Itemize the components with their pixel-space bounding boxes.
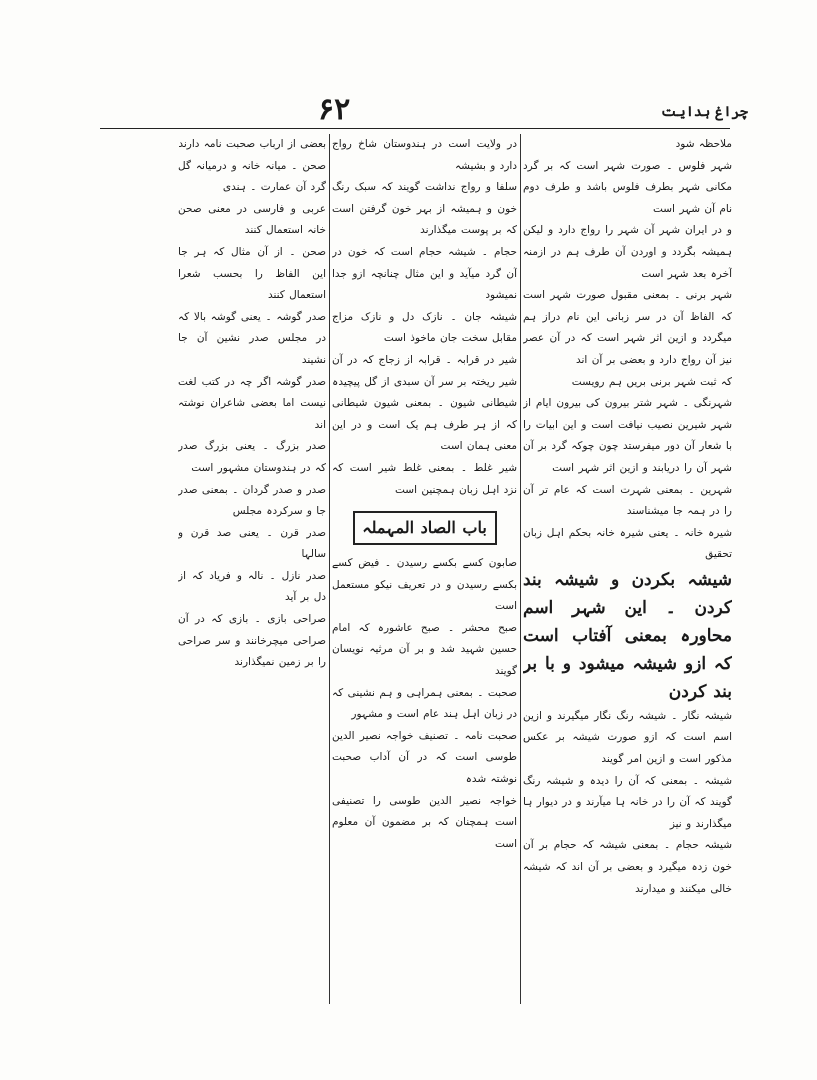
- text-line: شیرہ خانہ ۔ یعنی شیرہ خانہ بحکم اہل زبان تحقیق: [523, 526, 732, 561]
- text-line: عربی و فارسی در معنی صحن خانہ استعمال کنند: [178, 202, 326, 237]
- text-line: صدر نازل ۔ نالہ و فریاد کہ از دل بر آید: [178, 569, 326, 604]
- text-line: بعضی از ارباب صحبت نامہ دارند: [178, 138, 326, 150]
- column-divider-left: [329, 134, 330, 1004]
- text-line: شہر برنی ۔ بمعنی مقبول صورت شہر است کہ الفاظ آن در سر زبانی این نام دراز ہم میگردد و ازین اثر شہر است کہ در آن عصر نیز آن رواج دارد و بعضی بر آن اند: [523, 289, 732, 366]
- column-divider-right: [520, 134, 521, 1004]
- text-line: صابون کسے بکسے رسیدن ۔ فیض کسے بکسے رسیدن و در تعریف نیکو مستعمل است: [332, 557, 517, 613]
- text-line: صدر قرن ۔ یعنی صد قرن و سالہا: [178, 526, 326, 561]
- text-line: سلفا و رواج نداشت گویند کہ سبک رنگ خون و ہمیشہ از بہر خون گرفتن است کہ بر پوست میگذارند: [332, 181, 517, 237]
- text-line: شہرین ۔ بمعنی شہرت است کہ عام تر آن را در ہمہ جا میشناسند: [523, 483, 732, 518]
- text-line: صدر و صدر گردان ۔ بمعنی صدر جا و سرکردہ مجلس: [178, 483, 326, 518]
- text-line: صدر بزرگ ۔ یعنی بزرگ صدر کہ در ہندوستان مشہور است: [178, 440, 326, 474]
- text-line: ملاحظہ شود: [675, 138, 732, 150]
- page-header: [92, 92, 748, 132]
- text-line: و در ایران شہر آن شہر را رواج دارد و لیکن ہمیشہ بگردد و اوردن آن طرف ہم در ازمنہ آخرہ بعد شہر است: [523, 224, 732, 280]
- text-line: صحن ۔ از آن مثال کہ ہر جا این الفاظ را بحسب شعرا استعمال کنند: [178, 245, 326, 302]
- text-line: صبح محشر ۔ صبح عاشورہ کہ امام حسین شہید شد و بر آن مرثیہ نویسان گویند: [332, 621, 517, 678]
- page-number: ۶۲: [318, 92, 351, 127]
- text-line: صحن ۔ میانہ خانہ و درمیانہ گل گرد آن عمارت ۔ ہندی: [178, 159, 326, 194]
- running-title: چراغ ہدایت: [661, 104, 748, 120]
- text-line: شیشہ حجام ۔ بمعنی شیشہ کہ حجام بر آن خون زدہ میگیرد و بعضی بر آن اند کہ شیشہ خالی میکنند و میدارند: [523, 839, 732, 895]
- text-line: صدر گوشہ اگر چہ در کتب لغت نیست اما بعضی شاعران نوشتہ اند: [178, 375, 326, 431]
- text-line: صحبت ۔ بمعنی ہمراہی و ہم نشینی کہ در زبان اہل ہند عام است و مشہور: [332, 686, 517, 721]
- text-line: خواجہ نصیر الدین طوسی را تصنیفی است ہمچنان کہ بر مضمون آن معلوم است: [332, 794, 517, 850]
- column-left: [178, 134, 326, 1004]
- section-heading-box: باب الصاد المہملہ: [353, 511, 497, 545]
- header-rule: [100, 128, 730, 129]
- text-line: کہ ثبت شہر برنی بریں ہم رویست: [571, 375, 732, 388]
- column-middle: [332, 134, 517, 1004]
- text-line: شیر در قرابہ ۔ قرابہ از زجاج کہ در آن شیر ریختہ بر سر آن سبدی از گل پیچیدہ: [332, 353, 517, 388]
- text-line: شیشہ ۔ بمعنی کہ آن را دیدہ و شیشہ رنگ گویند کہ آن را در خانہ ہا میآرند و در دیوار ہا میگذارند و نیز: [523, 774, 732, 830]
- text-line: شہرنگی ۔ شہر شتر بیرون کی بیرون ایام از شہر شیرین نصیب نیافت است و این ابیات را با شعار آن دور میفرستد چون چوکہ گرد بر آن شہر آن را دریابند و ازین اثر شہر است: [523, 397, 732, 474]
- text-line: شہر فلوس ۔ صورت شہر است کہ بر گرد مکانی شہر بطرف فلوس باشد و طرف دوم نام آن شہر است: [523, 159, 732, 215]
- text-line: شیطانی شیون ۔ بمعنی شیون شیطانی کہ از ہر طرف ہم یک است و در این معنی ہمان است: [332, 397, 517, 453]
- text-line: در ولایت است در ہندوستان شاخ رواج دارد و بشیشہ: [332, 138, 517, 172]
- text-line: صدر گوشہ ۔ یعنی گوشہ بالا کہ در مجلس صدر نشین آن جا نشیند: [178, 310, 326, 366]
- text-line: شیشہ نگار ۔ شیشہ رنگ نگار میگیرند و ازین اسم است کہ ازو صورت شیشہ بر عکس مذکور است و ازین امر گویند: [523, 709, 732, 766]
- text-line: شیشہ جان ۔ نازک دل و نازک مزاج مقابل سخت جان ماخوذ است: [332, 310, 517, 345]
- entry-heading: شیشہ بکردن و شیشہ بند کردن ۔ این شہر اسم محاورہ بمعنی آفتاب است کہ ازو شیشہ میشود و با بر بند کردن: [523, 569, 732, 702]
- text-line: شیر غلط ۔ بمعنی غلط شیر است کہ نزد اہل زبان ہمچنین است: [332, 461, 517, 496]
- text-line: حجام ۔ شیشہ حجام است کہ خون در آن گرد میآید و این مثال چنانچہ ازو جدا نمیشود: [332, 245, 517, 302]
- column-right: [523, 134, 732, 1004]
- text-line: صراحی بازی ۔ بازی کہ در آن صراحی میچرخانند و سر صراحی را بر زمین نمیگذارند: [178, 613, 326, 669]
- text-line: صحبت نامہ ۔ تصنیف خواجہ نصیر الدین طوسی است کہ در آن آداب صحبت نوشتہ شدہ: [332, 729, 517, 786]
